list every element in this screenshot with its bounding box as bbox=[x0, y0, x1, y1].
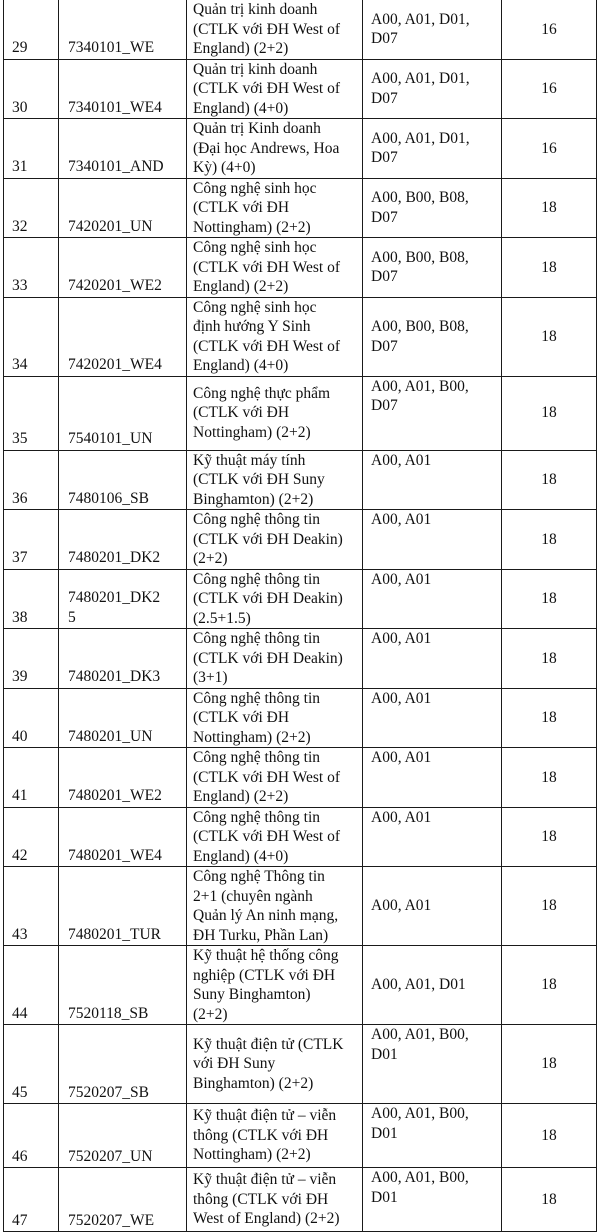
program-name-line: England) (4+0) bbox=[193, 99, 289, 117]
table-row bbox=[4, 1025, 597, 1104]
admissions-table bbox=[3, 0, 597, 1232]
program-name-line: Công nghệ thông tin bbox=[193, 808, 321, 826]
subject-combinations bbox=[363, 297, 502, 376]
subject-combinations bbox=[363, 1104, 502, 1168]
subject-combination-line: A00, A01 bbox=[371, 808, 432, 826]
program-code bbox=[59, 376, 187, 450]
row-number: 44 bbox=[4, 946, 59, 1025]
row-number: 37 bbox=[4, 510, 59, 570]
program-code-line: 7340101_WE4 bbox=[68, 98, 162, 116]
program-name-line: England) (2+2) bbox=[193, 788, 289, 805]
min-score: 18 bbox=[502, 748, 597, 808]
program-name-line: Công nghệ thông tin bbox=[193, 689, 321, 707]
program-code bbox=[59, 238, 187, 298]
subject-combination-line: A00, A01 bbox=[371, 511, 432, 528]
program-name-line: Quản trị Kinh doanh bbox=[193, 120, 321, 137]
table-row bbox=[4, 178, 597, 238]
program-code bbox=[59, 119, 187, 179]
admissions-table-body bbox=[4, 0, 597, 1232]
subject-combination-line: A00, A01 bbox=[371, 897, 432, 915]
row-number: 42 bbox=[4, 807, 59, 867]
min-score: 18 bbox=[502, 450, 597, 510]
program-name-line: (2.5+1.5) bbox=[193, 609, 251, 627]
program-code-line: 7480201_WE4 bbox=[68, 846, 162, 864]
program-code-line: 7420201_WE4 bbox=[68, 356, 162, 373]
program-name bbox=[187, 946, 363, 1025]
subject-combinations bbox=[363, 946, 502, 1025]
subject-combination-line: D07 bbox=[371, 89, 398, 107]
program-name-line: thông (CTLK với ĐH bbox=[193, 1190, 329, 1208]
subject-combination-line: A00, A01 bbox=[371, 689, 432, 707]
program-code bbox=[59, 450, 187, 510]
program-name bbox=[187, 0, 363, 59]
program-name-line: Công nghệ thông tin bbox=[193, 749, 321, 766]
program-name-line: (CTLK với ĐH bbox=[193, 404, 290, 422]
subject-combination-line: A00, A01, B00, bbox=[371, 377, 469, 395]
row-number: 30 bbox=[4, 59, 59, 119]
row-number: 46 bbox=[4, 1104, 59, 1168]
program-name-line: Suny Binghamton) bbox=[193, 986, 311, 1003]
program-name-line: Kỹ thuật máy tính bbox=[193, 451, 306, 469]
program-name-line: Kỹ thuật hệ thống công bbox=[193, 947, 339, 964]
subject-combination-line: A00, A01 bbox=[371, 451, 432, 469]
program-name bbox=[187, 807, 363, 867]
program-code bbox=[59, 0, 187, 59]
table-row bbox=[4, 867, 597, 946]
program-name-line: Quản trị kinh doanh bbox=[193, 1, 318, 18]
table-row bbox=[4, 688, 597, 748]
program-name bbox=[187, 629, 363, 689]
subject-combination-line: D07 bbox=[371, 149, 398, 167]
subject-combination-line: A00, B00, B08, bbox=[371, 189, 469, 207]
program-name-line: (CTLK với ĐH bbox=[193, 199, 290, 216]
program-code bbox=[59, 748, 187, 808]
min-score: 18 bbox=[502, 297, 597, 376]
program-name-line: (3+1) bbox=[193, 669, 228, 686]
subject-combinations bbox=[363, 748, 502, 808]
program-name-line: Nottingham) (2+2) bbox=[193, 423, 311, 441]
subject-combinations bbox=[363, 59, 502, 119]
program-name-line: (CTLK với ĐH West of bbox=[193, 828, 341, 845]
program-name-line: (CTLK với ĐH West of bbox=[193, 20, 341, 38]
row-number: 36 bbox=[4, 450, 59, 510]
subject-combination-line: A00, B00, B08, bbox=[371, 248, 469, 266]
table-row bbox=[4, 1168, 597, 1232]
program-name-line: Công nghệ sinh học bbox=[193, 298, 317, 316]
program-name-line: ĐH Turku, Phần Lan) bbox=[193, 926, 329, 944]
row-number: 33 bbox=[4, 238, 59, 298]
program-name bbox=[187, 1168, 363, 1232]
min-score: 18 bbox=[502, 867, 597, 946]
program-name-line: (2+2) bbox=[193, 1005, 228, 1023]
program-code-line: 7480201_UN bbox=[68, 727, 153, 745]
table-row bbox=[4, 450, 597, 510]
table-row bbox=[4, 119, 597, 179]
subject-combinations bbox=[363, 1168, 502, 1232]
program-code-line: 7480201_WE2 bbox=[68, 787, 162, 804]
subject-combinations bbox=[363, 0, 502, 59]
program-code bbox=[59, 1104, 187, 1168]
program-code bbox=[59, 867, 187, 946]
program-name-line: (CTLK với ĐH West of bbox=[193, 80, 341, 97]
row-number: 39 bbox=[4, 629, 59, 689]
row-number: 29 bbox=[4, 0, 59, 59]
program-name-line: thông (CTLK với ĐH bbox=[193, 1126, 329, 1144]
min-score: 18 bbox=[502, 807, 597, 867]
program-code bbox=[59, 297, 187, 376]
program-name-line: (CTLK với ĐH Deakin) bbox=[193, 649, 343, 667]
table-row bbox=[4, 748, 597, 808]
subject-combination-line: A00, A01, D01, bbox=[371, 129, 470, 147]
table-row bbox=[4, 569, 597, 629]
row-number: 38 bbox=[4, 569, 59, 629]
program-name-line: Kỳ) (4+0) bbox=[193, 159, 256, 176]
subject-combinations bbox=[363, 867, 502, 946]
row-number: 41 bbox=[4, 748, 59, 808]
program-name bbox=[187, 510, 363, 570]
program-name bbox=[187, 748, 363, 808]
program-name-line: Kỹ thuật điện tử – viễn bbox=[193, 1171, 337, 1189]
subject-combinations bbox=[363, 510, 502, 570]
min-score: 18 bbox=[502, 178, 597, 238]
subject-combination-line: D07 bbox=[371, 337, 398, 355]
program-name-line: Công nghệ thực phẩm bbox=[193, 384, 331, 402]
program-name-line: Công nghệ sinh học bbox=[193, 239, 317, 256]
program-name-line: (Đại học Andrews, Hoa bbox=[193, 139, 340, 157]
row-number: 47 bbox=[4, 1168, 59, 1232]
program-code-line: 7520207_WE bbox=[68, 1211, 155, 1229]
subject-combination-line: A00, A01, B00, bbox=[371, 1105, 469, 1122]
subject-combination-line: A00, A01, D01, bbox=[371, 10, 470, 28]
program-name-line: Binghamton) (2+2) bbox=[193, 490, 314, 508]
table-row bbox=[4, 376, 597, 450]
program-name bbox=[187, 297, 363, 376]
program-code-line: 7420201_WE2 bbox=[68, 277, 162, 294]
program-code bbox=[59, 59, 187, 119]
min-score: 18 bbox=[502, 1104, 597, 1168]
program-name-line: (CTLK với ĐH West of bbox=[193, 768, 341, 786]
subject-combinations bbox=[363, 1025, 502, 1104]
program-name-line: (CTLK với ĐH West of bbox=[193, 258, 341, 276]
program-name bbox=[187, 238, 363, 298]
program-name bbox=[187, 178, 363, 238]
subject-combinations bbox=[363, 807, 502, 867]
program-code-line: 5 bbox=[68, 608, 76, 626]
program-code bbox=[59, 946, 187, 1025]
subject-combination-line: A00, A01, D01 bbox=[371, 976, 466, 994]
subject-combination-line: D01 bbox=[371, 1188, 398, 1206]
subject-combination-line: A00, A01 bbox=[371, 570, 432, 588]
min-score: 18 bbox=[502, 946, 597, 1025]
min-score: 18 bbox=[502, 238, 597, 298]
program-code bbox=[59, 569, 187, 629]
subject-combination-line: A00, B00, B08, bbox=[371, 318, 469, 335]
program-name bbox=[187, 59, 363, 119]
min-score: 18 bbox=[502, 1025, 597, 1104]
row-number: 31 bbox=[4, 119, 59, 179]
program-name-line: Kỹ thuật điện tử – viễn bbox=[193, 1107, 337, 1125]
program-code-line: 7540101_UN bbox=[68, 430, 153, 447]
program-code-line: 7480201_TUR bbox=[68, 925, 161, 943]
program-name bbox=[187, 1104, 363, 1168]
program-code bbox=[59, 510, 187, 570]
program-name-line: Nottingham) (2+2) bbox=[193, 728, 311, 746]
row-number: 35 bbox=[4, 376, 59, 450]
program-code-line: 7480106_SB bbox=[68, 489, 149, 507]
program-code-line: 7420201_UN bbox=[68, 217, 153, 235]
min-score: 18 bbox=[502, 510, 597, 570]
min-score: 16 bbox=[502, 0, 597, 59]
program-code bbox=[59, 178, 187, 238]
program-code bbox=[59, 629, 187, 689]
subject-combinations bbox=[363, 376, 502, 450]
table-row bbox=[4, 807, 597, 867]
subject-combination-line: D07 bbox=[371, 30, 398, 48]
program-name-line: England) (4+0) bbox=[193, 357, 289, 374]
program-code-line: 7340101_AND bbox=[68, 158, 164, 175]
program-code-line: 7480201_DK2 bbox=[68, 549, 161, 566]
subject-combinations bbox=[363, 119, 502, 179]
program-code bbox=[59, 688, 187, 748]
table-row bbox=[4, 1104, 597, 1168]
program-name-line: (CTLK với ĐH West of bbox=[193, 337, 341, 355]
program-name bbox=[187, 376, 363, 450]
subject-combination-line: D07 bbox=[371, 397, 398, 414]
table-row bbox=[4, 510, 597, 570]
table-row bbox=[4, 0, 597, 59]
program-name-line: định hướng Y Sinh bbox=[193, 318, 311, 335]
program-name-line: với ĐH Suny bbox=[193, 1055, 276, 1073]
min-score: 18 bbox=[502, 688, 597, 748]
program-name bbox=[187, 569, 363, 629]
program-code-line: 7520118_SB bbox=[68, 1004, 149, 1022]
program-name-line: (2+2) bbox=[193, 550, 228, 567]
program-name bbox=[187, 867, 363, 946]
program-name-line: Công nghệ sinh học bbox=[193, 179, 317, 197]
program-name-line: 2+1 (chuyên ngành bbox=[193, 887, 313, 905]
program-name-line: Công nghệ thông tin bbox=[193, 511, 321, 528]
program-code-line: 7340101_WE bbox=[68, 39, 155, 56]
min-score: 18 bbox=[502, 376, 597, 450]
subject-combinations bbox=[363, 178, 502, 238]
program-code-line: 7480201_DK2 bbox=[68, 589, 161, 606]
program-code bbox=[59, 807, 187, 867]
min-score: 18 bbox=[502, 569, 597, 629]
program-code bbox=[59, 1025, 187, 1104]
program-name-line: (CTLK với ĐH Deakin) bbox=[193, 590, 343, 607]
program-name bbox=[187, 688, 363, 748]
subject-combinations bbox=[363, 688, 502, 748]
program-name-line: West of England) (2+2) bbox=[193, 1210, 340, 1228]
program-name-line: Công nghệ thông tin bbox=[193, 570, 321, 588]
subject-combination-line: A00, A01, B00, bbox=[371, 1169, 469, 1186]
row-number: 34 bbox=[4, 297, 59, 376]
min-score: 16 bbox=[502, 59, 597, 119]
program-name bbox=[187, 450, 363, 510]
min-score: 18 bbox=[502, 1168, 597, 1232]
subject-combinations bbox=[363, 569, 502, 629]
program-name-line: Nottingham) (2+2) bbox=[193, 1146, 311, 1164]
subject-combinations bbox=[363, 629, 502, 689]
table-row bbox=[4, 946, 597, 1025]
program-name-line: Công nghệ Thông tin bbox=[193, 868, 325, 885]
program-code-line: 7520207_UN bbox=[68, 1147, 153, 1165]
row-number: 32 bbox=[4, 178, 59, 238]
program-name-line: Nottingham) (2+2) bbox=[193, 218, 311, 236]
min-score: 16 bbox=[502, 119, 597, 179]
subject-combination-line: D07 bbox=[371, 208, 398, 226]
table-row bbox=[4, 297, 597, 376]
subject-combination-line: A00, A01, B00, bbox=[371, 1026, 469, 1043]
program-name-line: England) (2+2) bbox=[193, 40, 289, 57]
subject-combination-line: D01 bbox=[371, 1045, 398, 1063]
subject-combination-line: D07 bbox=[371, 268, 398, 286]
row-number: 45 bbox=[4, 1025, 59, 1104]
program-name-line: nghiệp (CTLK với ĐH bbox=[193, 966, 336, 984]
program-name-line: Binghamton) (2+2) bbox=[193, 1074, 314, 1092]
subject-combination-line: D01 bbox=[371, 1124, 398, 1142]
program-code-line: 7520207_SB bbox=[68, 1083, 149, 1101]
row-number: 40 bbox=[4, 688, 59, 748]
program-name-line: England) (2+2) bbox=[193, 278, 289, 295]
program-code-line: 7480201_DK3 bbox=[68, 668, 161, 685]
program-name-line: Công nghệ thông tin bbox=[193, 630, 321, 647]
row-number: 43 bbox=[4, 867, 59, 946]
program-name-line: Kỹ thuật điện tử (CTLK bbox=[193, 1035, 344, 1053]
table-row bbox=[4, 59, 597, 119]
program-code bbox=[59, 1168, 187, 1232]
table-row bbox=[4, 238, 597, 298]
program-name-line: England) (4+0) bbox=[193, 847, 289, 865]
subject-combination-line: A00, A01, D01, bbox=[371, 70, 470, 88]
program-name bbox=[187, 1025, 363, 1104]
subject-combination-line: A00, A01 bbox=[371, 749, 432, 766]
program-name-line: (CTLK với ĐH Suny bbox=[193, 471, 325, 488]
program-name-line: Quản lý An ninh mạng, bbox=[193, 907, 339, 924]
table-row bbox=[4, 629, 597, 689]
subject-combination-line: A00, A01 bbox=[371, 630, 432, 647]
min-score: 18 bbox=[502, 629, 597, 689]
subject-combinations bbox=[363, 450, 502, 510]
program-name-line: (CTLK với ĐH bbox=[193, 709, 290, 726]
program-name bbox=[187, 119, 363, 179]
subject-combinations bbox=[363, 238, 502, 298]
program-name-line: Quản trị kinh doanh bbox=[193, 60, 318, 78]
program-name-line: (CTLK với ĐH Deakin) bbox=[193, 530, 343, 548]
